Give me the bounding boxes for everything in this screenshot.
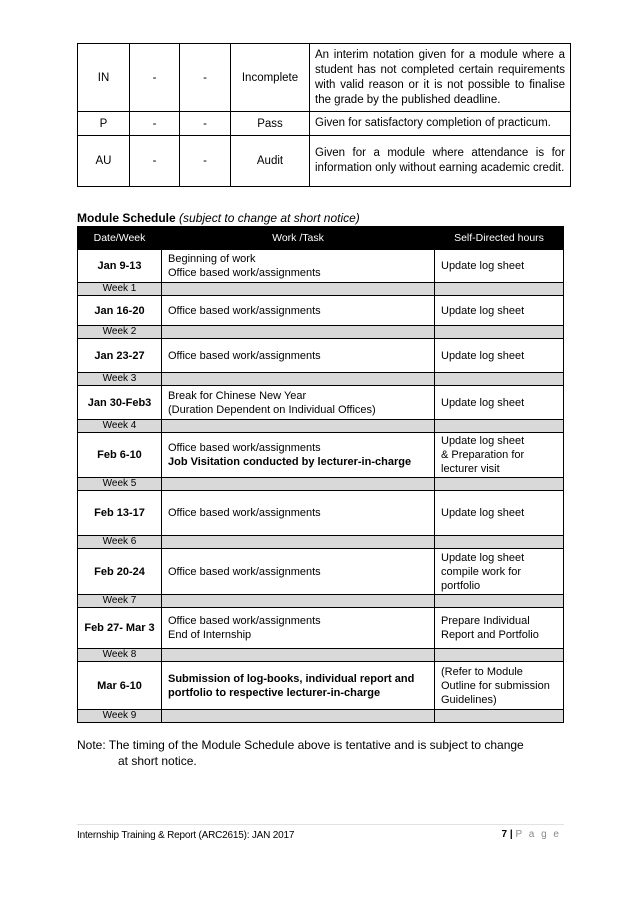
hours-line: Report and Portfolio xyxy=(441,629,539,641)
schedule-header-row xyxy=(78,227,564,250)
week-label: Week 3 xyxy=(78,373,162,386)
grade-col2: - xyxy=(130,112,180,136)
grade-status: Audit xyxy=(231,136,310,187)
row-task xyxy=(162,433,435,478)
row-hours xyxy=(435,491,564,536)
grade-col2: - xyxy=(130,44,180,112)
hours-line: Update log sheet xyxy=(441,435,525,447)
heading-title: Module Schedule xyxy=(77,211,176,225)
header-task: Work /Task xyxy=(162,227,435,250)
grade-description: Given for a module where attendance is for information only without earning academic credit. xyxy=(310,136,571,187)
week-row xyxy=(78,478,564,491)
row-task xyxy=(162,549,435,595)
row-task xyxy=(162,250,435,283)
header-date: Date/Week xyxy=(78,227,162,250)
task-line: End of Internship xyxy=(168,629,252,641)
grade-table xyxy=(77,43,571,187)
row-hours xyxy=(435,662,564,710)
task-line: Office based work/assignments xyxy=(168,349,321,362)
hours-line: & Preparation for xyxy=(441,449,525,461)
task-line-bold: portfolio to respective lecturer-in-charge xyxy=(168,686,381,699)
schedule-row xyxy=(78,250,564,283)
grade-col2: - xyxy=(130,136,180,187)
week-row xyxy=(78,649,564,662)
grade-description: Given for satisfactory completion of practicum. xyxy=(310,112,571,136)
schedule-row xyxy=(78,491,564,536)
row-date: Feb 27- Mar 3 xyxy=(78,608,162,649)
schedule-row xyxy=(78,386,564,420)
schedule-row xyxy=(78,433,564,478)
week-row xyxy=(78,326,564,339)
task-line: Office based work/assignments xyxy=(168,304,321,317)
grade-code: AU xyxy=(78,136,130,187)
grade-code: IN xyxy=(78,44,130,112)
week-row xyxy=(78,373,564,386)
row-task xyxy=(162,386,435,420)
grade-row xyxy=(78,112,571,136)
row-task xyxy=(162,662,435,710)
schedule-row xyxy=(78,296,564,326)
task-line: Office based work/assignments xyxy=(168,565,321,578)
schedule-note xyxy=(77,737,524,769)
hours-line: Update log sheet xyxy=(441,396,525,409)
week-label: Week 4 xyxy=(78,420,162,433)
task-line: Office based work/assignments xyxy=(168,442,321,454)
hours-line: Update log sheet xyxy=(441,551,525,564)
row-date: Jan 9-13 xyxy=(78,250,162,283)
week-label: Week 8 xyxy=(78,649,162,662)
schedule-row xyxy=(78,662,564,710)
hours-line: (Refer to Module xyxy=(441,665,523,678)
row-hours xyxy=(435,433,564,478)
row-date: Mar 6-10 xyxy=(78,662,162,710)
task-line: (Duration Dependent on Individual Offices) xyxy=(168,403,376,416)
week-row xyxy=(78,283,564,296)
module-schedule-heading xyxy=(77,211,360,225)
hours-line: Update log sheet xyxy=(441,304,525,317)
row-hours xyxy=(435,296,564,326)
hours-line: Update log sheet xyxy=(441,260,525,272)
grade-row xyxy=(78,136,571,187)
hours-line: portfolio xyxy=(441,579,481,592)
grade-col3: - xyxy=(180,112,231,136)
task-line: Break for Chinese New Year xyxy=(168,389,307,402)
grade-col3: - xyxy=(180,136,231,187)
hours-line: lecturer visit xyxy=(441,463,500,475)
row-date: Feb 13-17 xyxy=(78,491,162,536)
task-line: Office based work/assignments xyxy=(168,267,321,279)
grade-status: Pass xyxy=(231,112,310,136)
heading-note: (subject to change at short notice) xyxy=(179,211,360,225)
row-date: Jan 30-Feb3 xyxy=(78,386,162,420)
row-task xyxy=(162,608,435,649)
hours-line: Prepare Individual xyxy=(441,615,530,627)
footer-course: Internship Training & Report (ARC2615): JAN 2017 xyxy=(77,830,295,841)
task-line-bold: Submission of log-books, individual report and xyxy=(168,672,415,685)
grade-code: P xyxy=(78,112,130,136)
row-hours xyxy=(435,549,564,595)
hours-line: Guidelines) xyxy=(441,693,497,706)
task-line: Office based work/assignments xyxy=(168,507,321,519)
hours-line: compile work for xyxy=(441,565,522,578)
footer-divider xyxy=(77,824,564,825)
grade-row xyxy=(78,44,571,112)
week-label: Week 9 xyxy=(78,710,162,723)
row-hours xyxy=(435,339,564,373)
row-task xyxy=(162,491,435,536)
hours-line: Outline for submission xyxy=(441,679,550,692)
schedule-row xyxy=(78,608,564,649)
week-label: Week 6 xyxy=(78,536,162,549)
page-separator: | xyxy=(509,829,513,840)
row-date: Feb 6-10 xyxy=(78,433,162,478)
grade-col3: - xyxy=(180,44,231,112)
task-line-bold: Job Visitation conducted by lecturer-in-charge xyxy=(168,456,412,468)
task-line: Beginning of work xyxy=(168,253,256,265)
row-task xyxy=(162,339,435,373)
week-row xyxy=(78,595,564,608)
week-label: Week 7 xyxy=(78,595,162,608)
week-label: Week 5 xyxy=(78,478,162,491)
page-number: 7 xyxy=(501,829,508,840)
row-hours xyxy=(435,386,564,420)
row-hours xyxy=(435,608,564,649)
note-line: at short notice. xyxy=(118,754,197,768)
week-row xyxy=(78,420,564,433)
hours-line: Update log sheet xyxy=(441,507,525,519)
week-row xyxy=(78,710,564,723)
week-row xyxy=(78,536,564,549)
row-date: Jan 16-20 xyxy=(78,296,162,326)
grade-status: Incomplete xyxy=(231,44,310,112)
row-hours xyxy=(435,250,564,283)
schedule-row xyxy=(78,549,564,595)
row-date: Feb 20-24 xyxy=(78,549,162,595)
row-date: Jan 23-27 xyxy=(78,339,162,373)
header-hours: Self-Directed hours xyxy=(435,227,564,250)
row-task xyxy=(162,296,435,326)
task-line: Office based work/assignments xyxy=(168,615,321,627)
footer-page xyxy=(502,829,561,840)
week-label: Week 2 xyxy=(78,326,162,339)
schedule-table xyxy=(77,226,564,723)
hours-line: Update log sheet xyxy=(441,349,525,362)
grade-description: An interim notation given for a module where a student has not completed certain requirements with valid reason or it is not possible to finalise the grade by the published deadline. xyxy=(310,44,571,112)
page-word: P a g e xyxy=(515,829,561,840)
schedule-row xyxy=(78,339,564,373)
note-line: Note: The timing of the Module Schedule above is tentative and is subject to change xyxy=(77,738,524,752)
week-label: Week 1 xyxy=(78,283,162,296)
